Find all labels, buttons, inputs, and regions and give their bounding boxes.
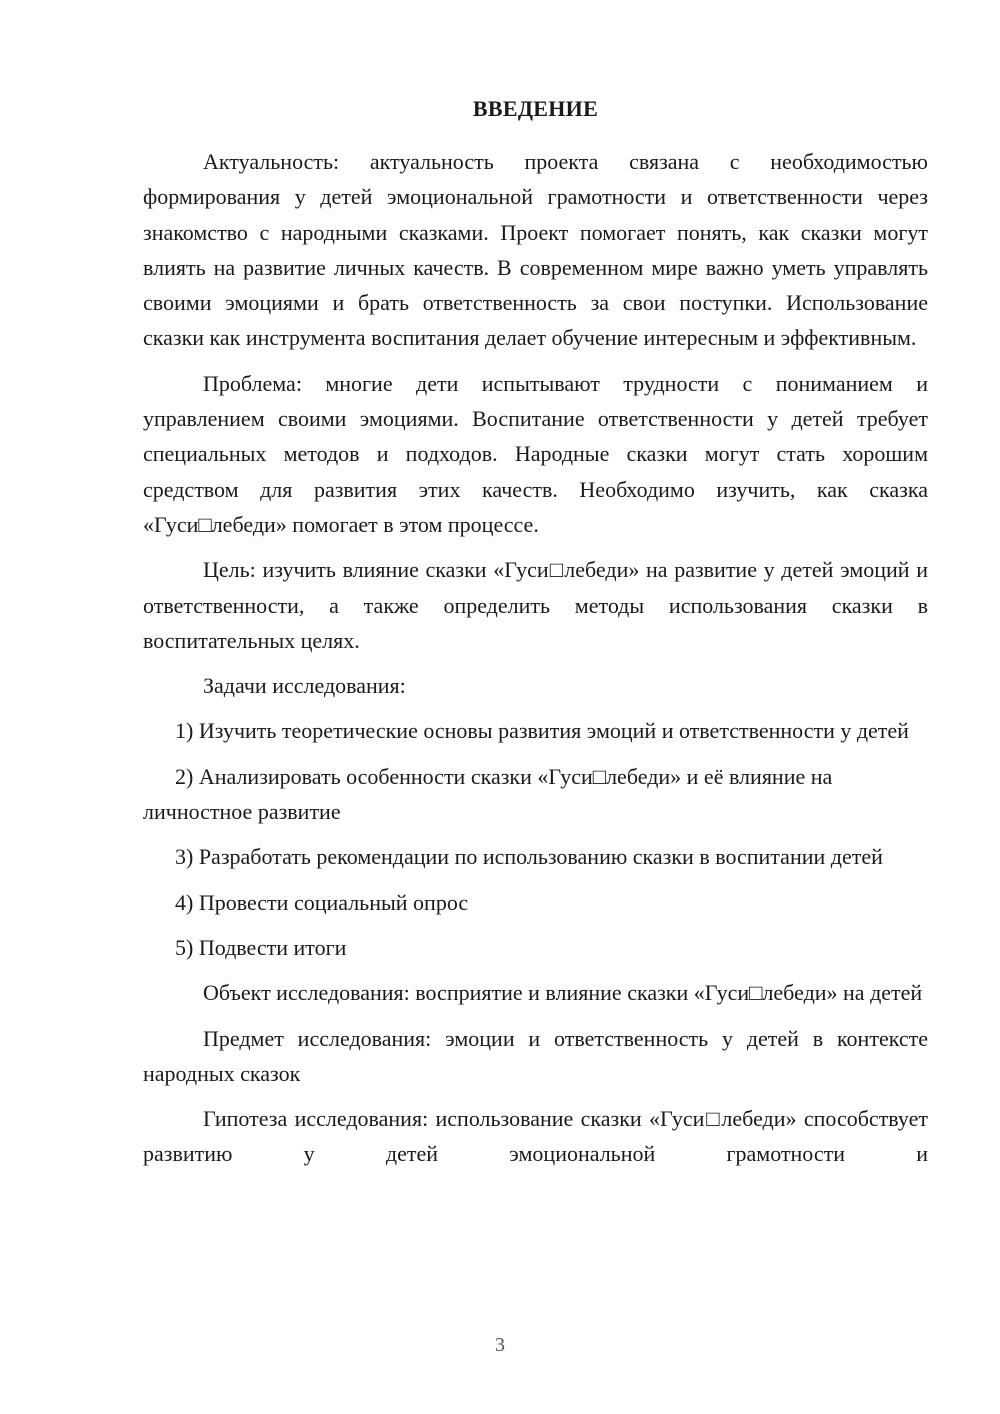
paragraph-subject: Предмет исследования: эмоции и ответственность у детей в контексте народных сказок	[143, 1025, 928, 1086]
task-item: 1) Изучить теоретические основы развития эмоций и ответственности у детей	[175, 718, 909, 744]
task-item: 5) Подвести итоги	[175, 934, 347, 960]
tasks-heading: Задачи исследования:	[203, 673, 406, 699]
paragraph-object: Объект исследования: восприятие и влияние сказки «Гуси□лебеди» на детей	[203, 980, 923, 1006]
task-item: 4) Провести социальный опрос	[175, 889, 469, 915]
page-number: 3	[495, 1334, 505, 1356]
paragraph-problem: Проблема: многие дети испытывают трудности с пониманием и управлением своими эмоциями. Воспитание ответственности у детей требует специальных методов и подходов. Народные сказки могут стать хорошим средством для развития этих качеств. Необходимо изучить, как сказка «Гуси□лебеди» помогает в этом процессе.	[143, 370, 928, 537]
paragraph-goal: Цель: изучить влияние сказки «Гуси□лебеди» на развитие у детей эмоций и ответственности, а также определить методы использования сказки в воспитательных целях.	[143, 557, 928, 653]
paragraph-relevance: Актуальность: актуальность проекта связана с необходимостью формирования у детей эмоциональной грамотности и ответственности через знакомство с народными сказками. Проект помогает понять, как сказки могут влиять на развитие личных качеств. В современном мире важно уметь управлять своими эмоциями и брать ответственность за свои поступки. Использование сказки как инструмента воспитания делает обучение интересным и эффективным.	[143, 149, 928, 351]
paragraph-hypothesis: Гипотеза исследования: использование сказки «Гуси□лебеди» способствует развитию у детей эмоциональной грамотности и	[143, 1106, 928, 1167]
task-item: 2) Анализировать особенности сказки «Гуси□лебеди» и её влияние на личностное развитие	[143, 763, 833, 825]
document-title: ВВЕДЕНИЕ	[472, 96, 599, 121]
document-page	[143, 94, 928, 1182]
task-item: 3) Разработать рекомендации по использованию сказки в воспитании детей	[175, 844, 883, 870]
